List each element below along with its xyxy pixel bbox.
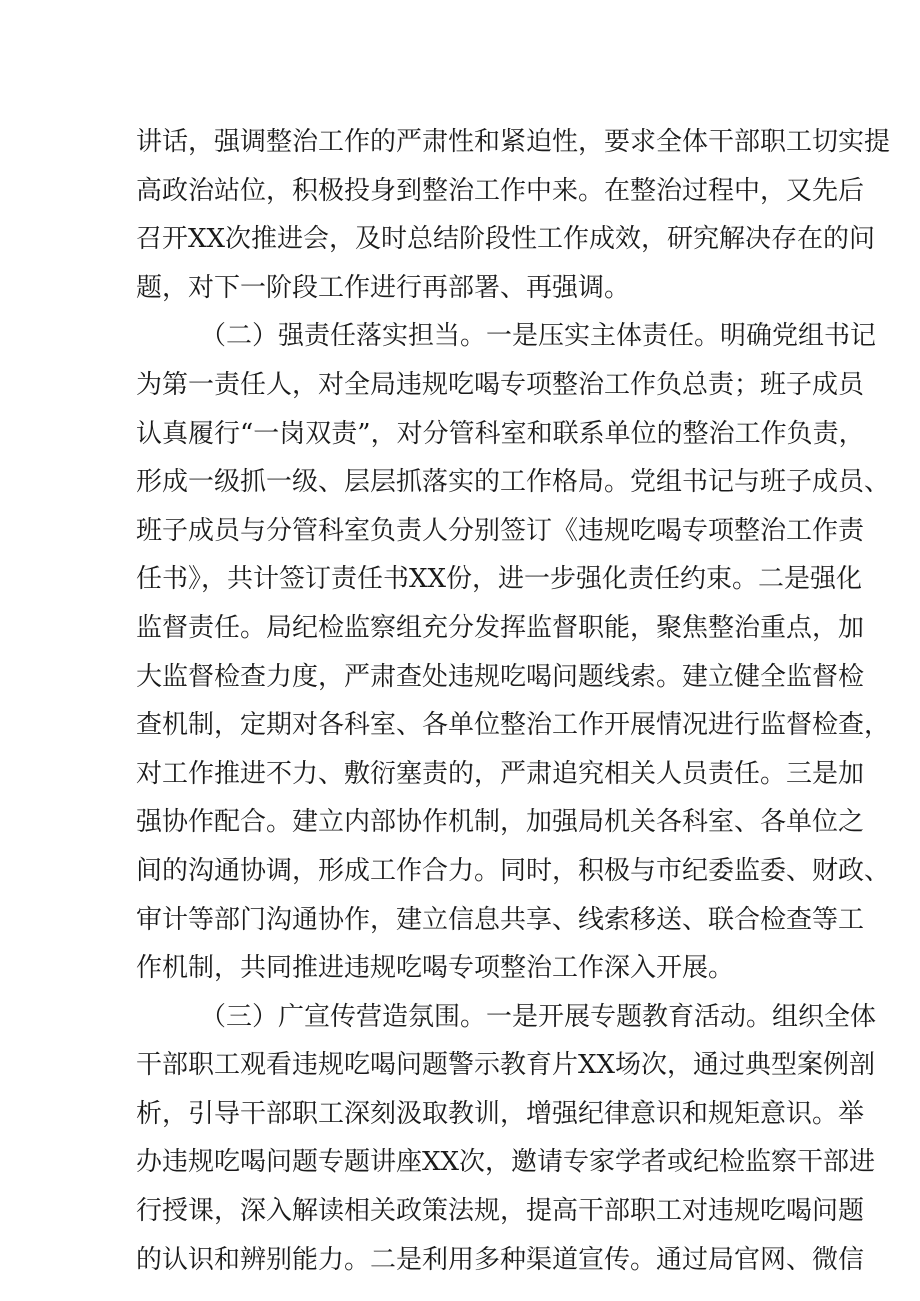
text-line: 行授课，深入解读相关政策法规，提高干部职工对违规吃喝问题	[136, 1196, 865, 1227]
text-line: 为第一责任人，对全局违规吃喝专项整治工作负总责；班子成员	[136, 369, 865, 400]
text-line: 审计等部门沟通协作，建立信息共享、线索移送、联合检查等工	[136, 904, 865, 935]
text-line: 对工作推进不力、敷衍塞责的，严肃追究相关人员责任。三是加	[136, 758, 865, 789]
text-line: 间的沟通协调，形成工作合力。同时，积极与市纪委监委、财政、	[136, 855, 891, 886]
text-line: 监督责任。局纪检监察组充分发挥监督职能，聚焦整治重点，加	[136, 612, 865, 643]
text-line: 认真履行“一岗双责”，对分管科室和联系单位的整治工作负责，	[136, 418, 865, 449]
text-line: 召开XX次推进会，及时总结阶段性工作成效，研究解决存在的问	[136, 224, 876, 255]
document-body	[136, 118, 891, 1284]
section-heading-line: （二）强责任落实担当。一是压实主体责任。明确党组书记	[200, 321, 877, 352]
text-line: 任书》，共计签订责任书XX份，进一步强化责任约束。二是强化	[136, 564, 863, 595]
text-line: 查机制，定期对各科室、各单位整治工作开展情况进行监督检查，	[136, 710, 891, 741]
text-line: 强协作配合。建立内部协作机制，加强局机关各科室、各单位之	[136, 807, 865, 838]
text-line: 大监督检查力度，严肃查处违规吃喝问题线索。建立健全监督检	[136, 661, 865, 692]
text-line: 析，引导干部职工深刻汲取教训，增强纪律意识和规矩意识。举	[136, 1098, 865, 1129]
section-heading-line: （三）广宣传营造氛围。一是开展专题教育活动。组织全体	[200, 1001, 877, 1032]
text-line: 干部职工观看违规吃喝问题警示教育片XX场次，通过典型案例剖	[136, 1050, 876, 1081]
text-line: 高政治站位，积极投身到整治工作中来。在整治过程中，又先后	[136, 175, 865, 206]
text-line: 作机制，共同推进违规吃喝专项整治工作深入开展。	[136, 953, 735, 984]
text-line: 班子成员与分管科室负责人分别签订《违规吃喝专项整治工作责	[136, 515, 865, 546]
text-line: 办违规吃喝问题专题讲座XX次，邀请专家学者或纪检监察干部进	[136, 1147, 876, 1178]
text-line: 的认识和辨别能力。二是利用多种渠道宣传。通过局官网、微信	[136, 1244, 865, 1275]
text-line: 讲话，强调整治工作的严肃性和紧迫性，要求全体干部职工切实提	[136, 127, 891, 157]
text-line: 形成一级抓一级、层层抓落实的工作格局。党组书记与班子成员、	[136, 467, 891, 498]
text-line: 题，对下一阶段工作进行再部署、再强调。	[136, 272, 631, 303]
